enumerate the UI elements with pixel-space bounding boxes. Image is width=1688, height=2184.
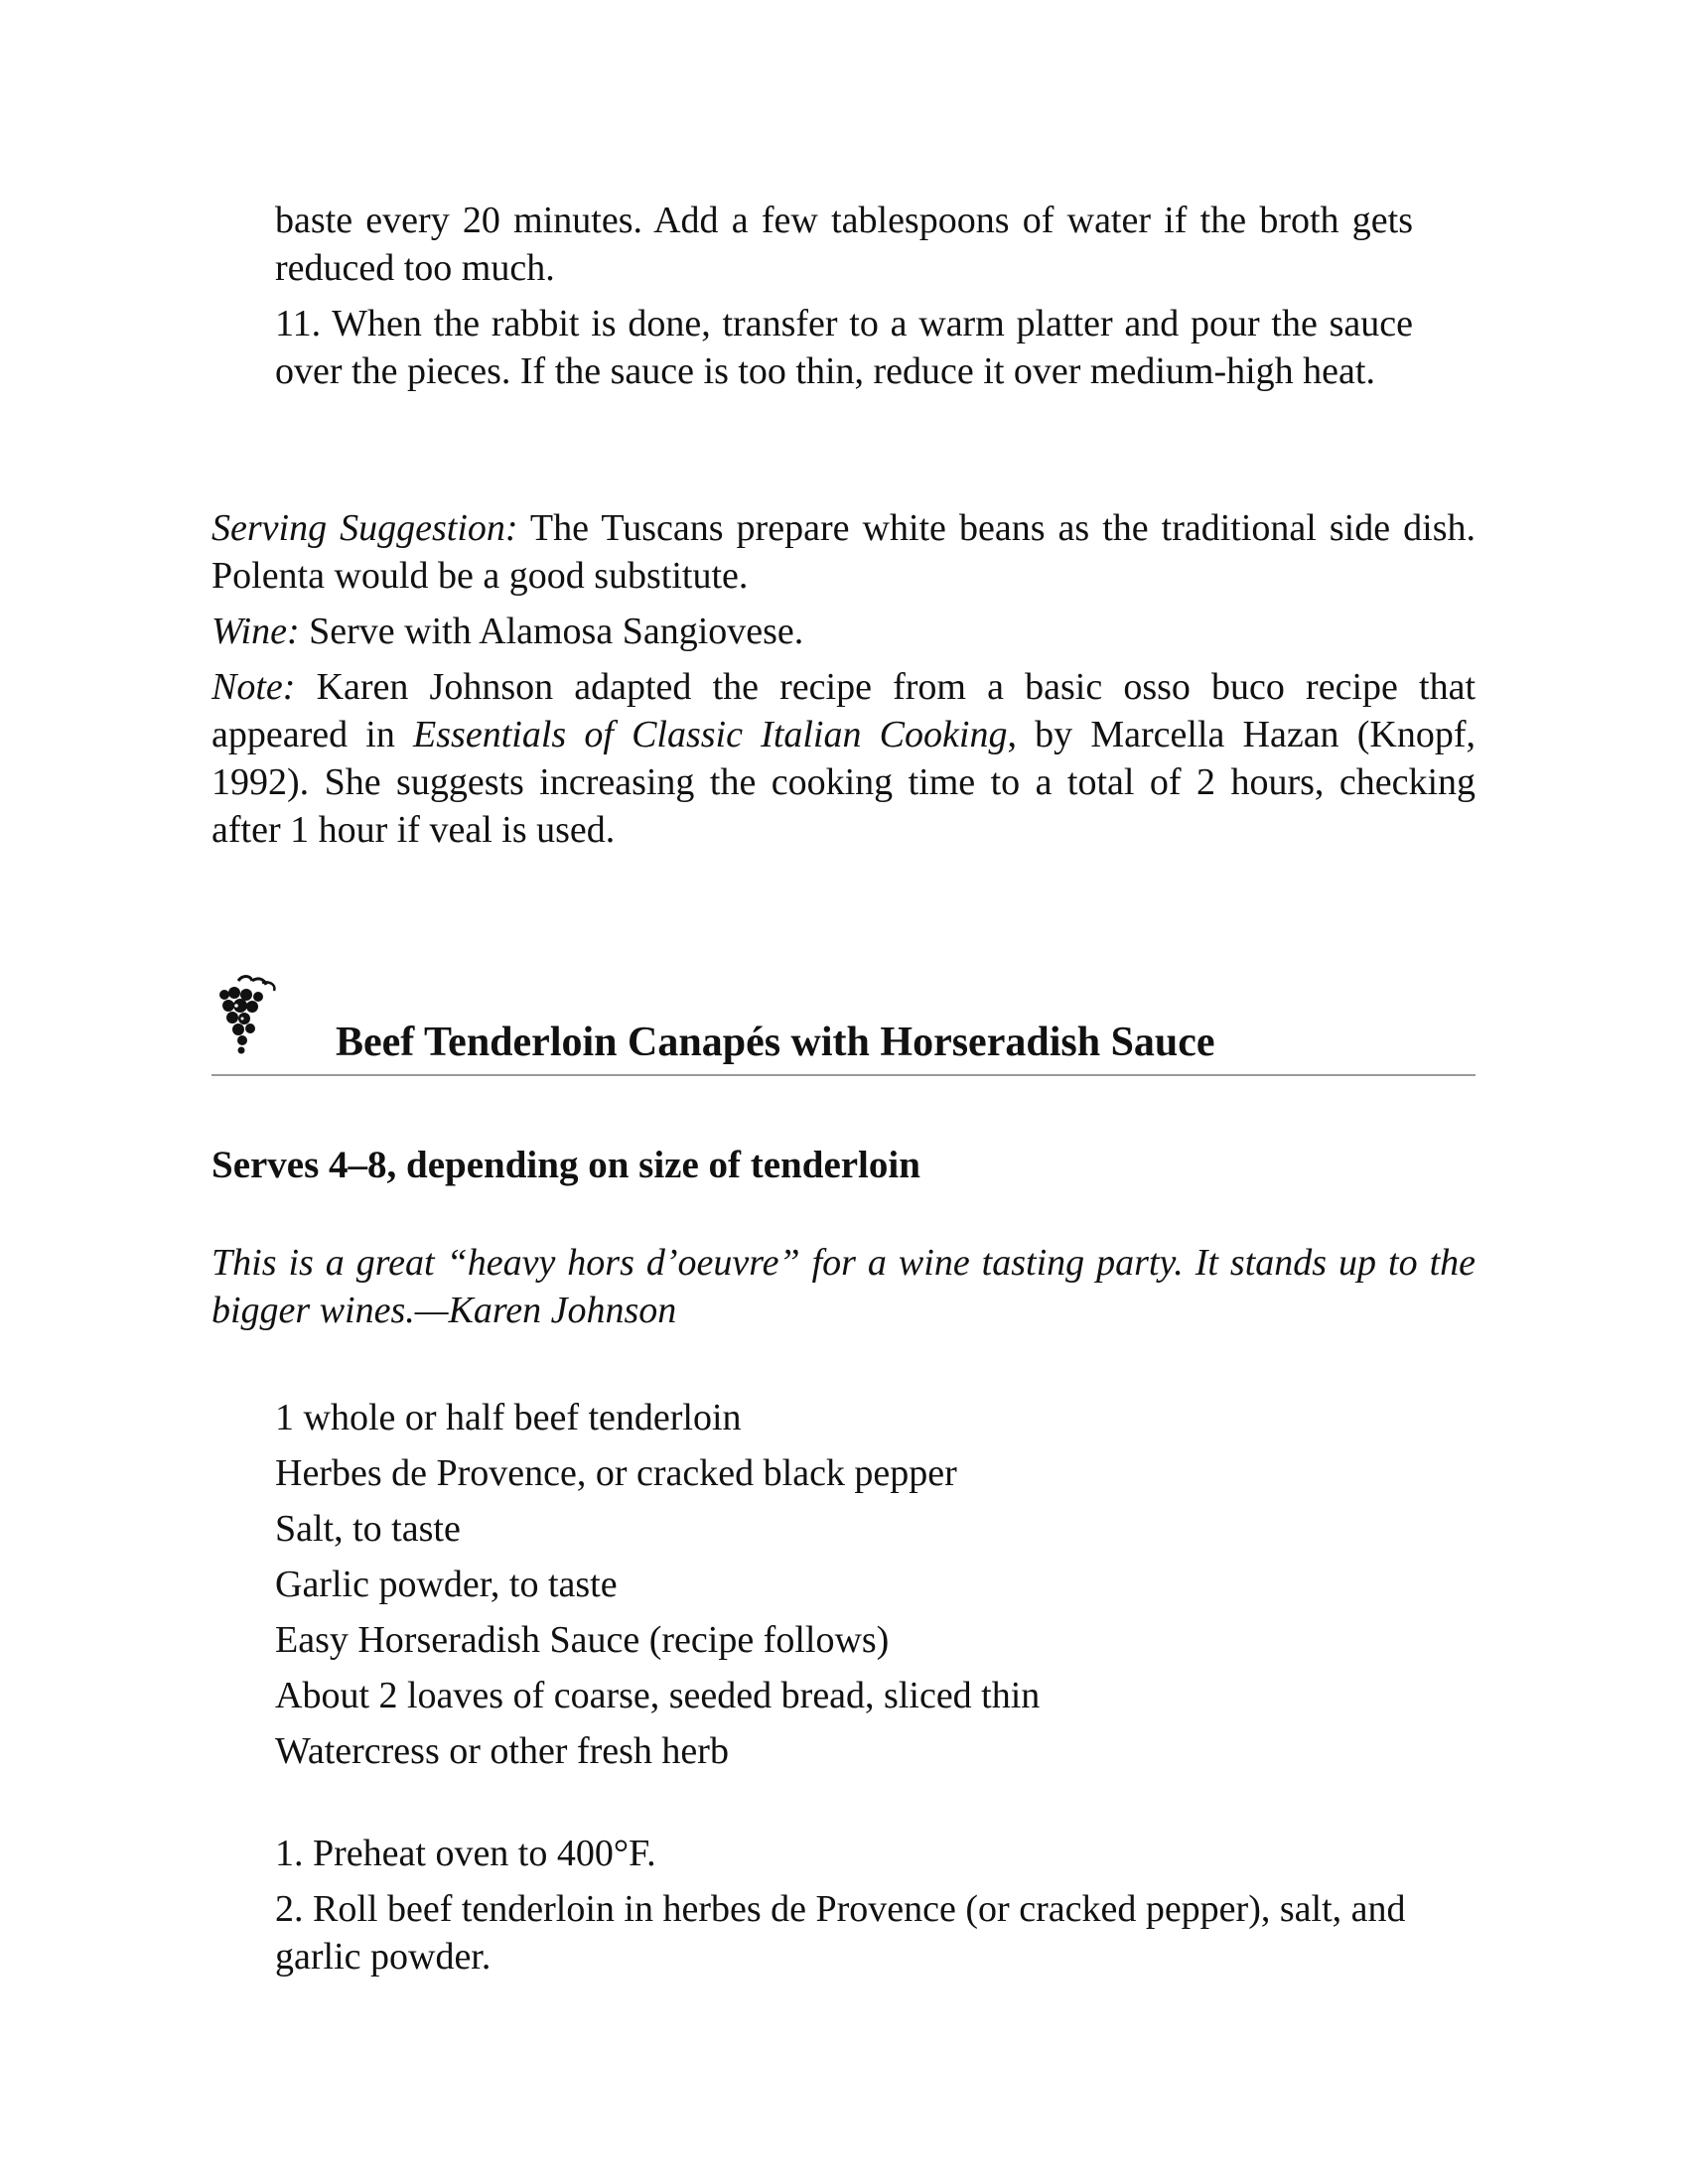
step-2: 2. Roll beef tenderloin in herbes de Provence (or cracked pepper), salt, and garlic powder. xyxy=(275,1888,1406,1978)
serving-suggestion-label: Serving Suggestion: xyxy=(211,507,518,549)
recipe-notes xyxy=(211,504,1476,854)
ingredient-item: Watercress or other fresh herb xyxy=(275,1730,729,1772)
ingredient-list xyxy=(275,1394,1413,1783)
note-text-1: Karen Johnson adapted the recipe from a basic osso buco recipe that appeared in xyxy=(211,666,1476,755)
wine-text: Serve with Alamosa Sangiovese. xyxy=(299,611,804,652)
step-1: 1. Preheat oven to 400°F. xyxy=(275,1833,656,1874)
wine-note xyxy=(211,608,1476,655)
author-note xyxy=(211,663,1476,854)
note-text-2: , by Marcella Hazan (Knopf, 1992). She suggests increasing the cooking time to a total of 2 hours, checking after 1 hour if veal is used. xyxy=(211,714,1476,851)
book-title: Essentials of Classic Italian Cooking xyxy=(413,714,1008,755)
note-label: Note: xyxy=(211,666,296,708)
serving-suggestion xyxy=(211,504,1476,600)
previous-recipe-steps xyxy=(275,197,1413,395)
ingredient-item: Easy Horseradish Sauce (recipe follows) xyxy=(275,1619,890,1661)
grape-cluster-icon xyxy=(212,973,284,1056)
serves-line: Serves 4–8, depending on size of tenderloin xyxy=(211,1144,920,1186)
step-10-continuation: baste every 20 minutes. Add a few tablespoons of water if the broth gets reduced too much. xyxy=(275,200,1413,289)
step-11: 11. When the rabbit is done, transfer to a warm platter and pour the sauce over the pieces. If the sauce is too thin, reduce it over medium-high heat. xyxy=(275,303,1413,392)
serving-suggestion-text: The Tuscans prepare white beans as the traditional side dish. Polenta would be a good substitute. xyxy=(211,507,1476,597)
title-divider xyxy=(211,1074,1476,1076)
ingredient-item: About 2 loaves of coarse, seeded bread, sliced thin xyxy=(275,1675,1041,1716)
ingredient-item: Herbes de Provence, or cracked black pepper xyxy=(275,1452,957,1494)
ingredient-item: 1 whole or half beef tenderloin xyxy=(275,1397,742,1438)
ingredient-item: Salt, to taste xyxy=(275,1508,461,1550)
ingredient-item: Garlic powder, to taste xyxy=(275,1564,618,1605)
instruction-steps xyxy=(275,1830,1413,1988)
wine-label: Wine: xyxy=(211,611,300,652)
recipe-intro: This is a great “heavy hors d’oeuvre” for a wine tasting party. It stands up to the bigger wines.—Karen Johnson xyxy=(211,1242,1476,1331)
recipe-title: Beef Tenderloin Canapés with Horseradish Sauce xyxy=(336,1020,1215,1065)
